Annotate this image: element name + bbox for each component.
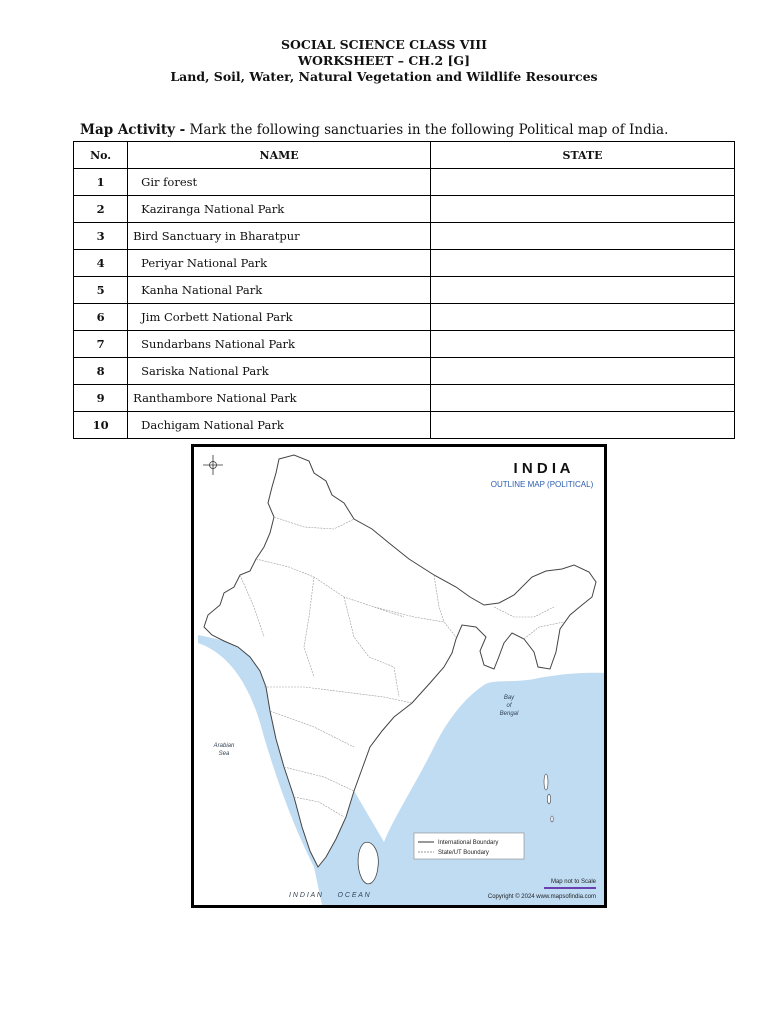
table-row [74,196,735,223]
row-number: 4 [74,250,128,277]
legend-international: International Boundary [438,840,499,846]
copyright-note: Copyright © 2024 www.mapsofindia.com [487,894,596,900]
sri-lanka [358,842,378,884]
row-number: 3 [74,223,128,250]
scale-bar [544,887,596,889]
row-number: 5 [74,277,128,304]
row-number: 2 [74,196,128,223]
sanctuary-table [73,141,735,439]
sanctuary-name: Kanha National Park [141,283,263,297]
worksheet-chapter-title: WORKSHEET – CH.2 [G] [298,53,470,68]
sanctuary-name: Dachigam National Park [141,418,284,432]
bay-label-3: Bengal [499,711,519,717]
state-answer-cell[interactable] [431,250,735,277]
india-map-graphic [194,447,604,905]
bay-label-2: of [506,703,512,709]
state-answer-cell[interactable] [431,412,735,439]
sanctuary-name: Bird Sanctuary in Bharatpur [133,229,300,243]
state-answer-cell[interactable] [431,385,735,412]
sanctuary-name: Sariska National Park [141,364,269,378]
row-number: 6 [74,304,128,331]
state-answer-cell[interactable] [431,223,735,250]
row-number: 7 [74,331,128,358]
table-row [74,223,735,250]
header-name: NAME [128,142,431,169]
table-row [74,169,735,196]
sanctuary-name: Sundarbans National Park [141,337,296,351]
state-answer-cell[interactable] [431,196,735,223]
state-answer-cell[interactable] [431,169,735,196]
ocean-label: I N D I A N O C E A N [289,892,370,899]
map-subtitle: OUTLINE MAP (POLITICAL) [490,480,594,489]
map-activity-text: Mark the following sanctuaries in the following Political map of India. [185,122,669,138]
table-row [74,385,735,412]
sea-label-2: Sea [218,751,230,757]
india-outline-map [191,444,607,908]
row-number: 1 [74,169,128,196]
sanctuary-name: Gir forest [141,175,198,189]
sanctuary-name: Ranthambore National Park [133,391,297,405]
sanctuary-name: Jim Corbett National Park [141,310,293,324]
worksheet-subject-title: SOCIAL SCIENCE CLASS VIII [281,37,487,52]
legend-state: State/UT Boundary [438,850,489,856]
header-no: No. [74,142,128,169]
table-row [74,277,735,304]
state-answer-cell[interactable] [431,331,735,358]
table-row [74,358,735,385]
state-answer-cell[interactable] [431,277,735,304]
table-row [74,331,735,358]
table-row [74,250,735,277]
bay-label-1: Bay [503,695,515,701]
state-answer-cell[interactable] [431,358,735,385]
map-activity-instruction [80,122,668,138]
row-number: 8 [74,358,128,385]
sanctuary-name: Kaziranga National Park [141,202,285,216]
row-number: 10 [74,412,128,439]
state-answer-cell[interactable] [431,304,735,331]
scale-note: Map not to Scale [550,879,596,885]
header-state: STATE [431,142,735,169]
table-row [74,304,735,331]
worksheet-topic-title: Land, Soil, Water, Natural Vegetation and Wildlife Resources [170,69,598,84]
table-header-row [74,142,735,169]
map-legend [414,833,524,859]
sea-label-1: Arabian [213,743,235,749]
table-row [74,412,735,439]
map-activity-label: Map Activity - [80,122,186,138]
map-title: I N D I A [513,460,571,477]
sanctuary-name: Periyar National Park [141,256,268,270]
row-number: 9 [74,385,128,412]
